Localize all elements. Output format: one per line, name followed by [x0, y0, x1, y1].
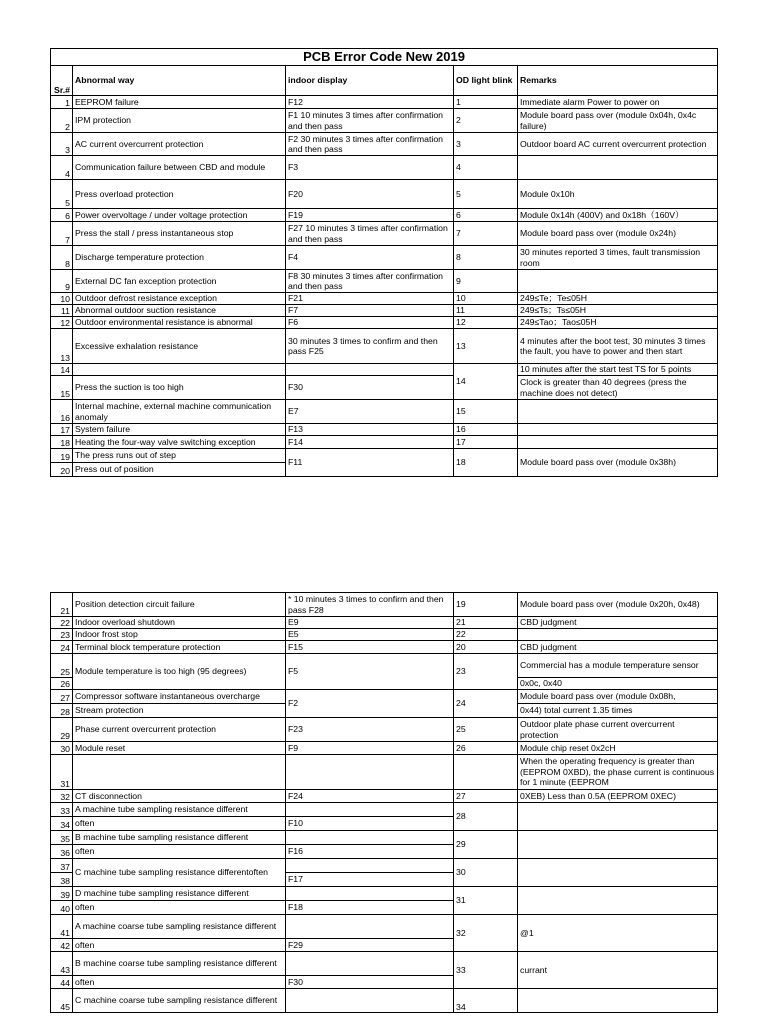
od-cell: 32	[454, 915, 518, 952]
od-cell: 14	[454, 364, 518, 400]
table-row	[51, 180, 718, 209]
remarks-cell: currant	[518, 952, 718, 989]
remarks-cell	[518, 400, 718, 424]
indoor-cell: F20	[286, 180, 454, 209]
indoor-cell: F13	[286, 424, 454, 436]
od-cell: 23	[454, 654, 518, 690]
sr-cell: 11	[51, 305, 73, 317]
sr-cell: 31	[51, 755, 73, 790]
sr-cell: 39	[51, 887, 73, 901]
sr-cell: 41	[51, 915, 73, 939]
indoor-cell	[286, 989, 454, 1013]
remarks-cell: Module board pass over (module 0x04h, 0x4c failure)	[518, 109, 718, 133]
sr-cell: 36	[51, 845, 73, 859]
indoor-cell: F8 30 minutes 3 times after confirmation and then pass	[286, 270, 454, 293]
sr-cell: 40	[51, 901, 73, 915]
error-code-table	[50, 48, 718, 477]
table-row	[51, 718, 718, 742]
sr-cell: 25	[51, 654, 73, 678]
sr-cell: 1	[51, 96, 73, 109]
table-row	[51, 989, 718, 1013]
sr-cell: 19	[51, 449, 73, 463]
header-remarks: Remarks	[518, 66, 718, 96]
abnormal-cell: C machine coarse tube sampling resistance different	[73, 989, 286, 1013]
remarks-cell	[518, 887, 718, 915]
abnormal-cell: Communication failure between CBD and module	[73, 156, 286, 180]
sr-cell: 45	[51, 989, 73, 1013]
abnormal-cell: Internal machine, external machine communication anomaly	[73, 400, 286, 424]
od-cell: 12	[454, 317, 518, 329]
remarks-cell: 0x0c, 0x40	[518, 678, 718, 690]
remarks-cell	[518, 859, 718, 887]
remarks-cell: 0XEB) Less than 0.5A (EEPROM 0XEC)	[518, 790, 718, 803]
sr-cell: 33	[51, 803, 73, 817]
sr-cell: 44	[51, 976, 73, 989]
remarks-cell: Module chip reset 0x2cH	[518, 742, 718, 755]
abnormal-cell: B machine coarse tube sampling resistance different	[73, 952, 286, 976]
sr-cell: 21	[51, 593, 73, 617]
od-cell: 9	[454, 270, 518, 293]
od-cell: 28	[454, 803, 518, 831]
indoor-cell	[286, 859, 454, 873]
remarks-cell	[518, 629, 718, 641]
od-cell: 4	[454, 156, 518, 180]
indoor-cell: E5	[286, 629, 454, 641]
abnormal-cell: Module reset	[73, 742, 286, 755]
indoor-cell	[286, 755, 454, 790]
sr-cell: 38	[51, 873, 73, 887]
indoor-cell: F9	[286, 742, 454, 755]
abnormal-cell	[73, 364, 286, 376]
od-cell: 3	[454, 133, 518, 156]
indoor-cell: F7	[286, 305, 454, 317]
table-row	[51, 742, 718, 755]
table-row	[51, 376, 718, 400]
table-row	[51, 293, 718, 305]
abnormal-cell: IPM protection	[73, 109, 286, 133]
table-row	[51, 400, 718, 424]
abnormal-cell: Press the suction is too high	[73, 376, 286, 400]
sr-cell: 34	[51, 817, 73, 831]
sr-cell: 28	[51, 704, 73, 718]
remarks-cell: Immediate alarm Power to power on	[518, 96, 718, 109]
abnormal-cell: System failure	[73, 424, 286, 436]
indoor-cell: F2 30 minutes 3 times after confirmation and then pass	[286, 133, 454, 156]
od-cell: 6	[454, 209, 518, 222]
od-cell: 10	[454, 293, 518, 305]
abnormal-cell: CT disconnection	[73, 790, 286, 803]
abnormal-cell: D machine tube sampling resistance different	[73, 887, 286, 901]
abnormal-cell: B machine tube sampling resistance different	[73, 831, 286, 845]
remarks-cell: 249≤Te；Te≤05H	[518, 293, 718, 305]
remarks-cell	[518, 436, 718, 449]
indoor-cell: F16	[286, 845, 454, 859]
error-code-table-continued	[50, 592, 718, 1013]
indoor-cell	[286, 364, 454, 376]
abnormal-cell: Outdoor environmental resistance is abnormal	[73, 317, 286, 329]
table-row	[51, 305, 718, 317]
remarks-cell: Module 0x14h (400V) and 0x18h（160V）	[518, 209, 718, 222]
abnormal-cell: Module temperature is too high (95 degrees)	[73, 654, 286, 690]
remarks-cell	[518, 270, 718, 293]
od-cell: 24	[454, 690, 518, 718]
abnormal-cell: Power overvoltage / under voltage protection	[73, 209, 286, 222]
remarks-cell	[518, 156, 718, 180]
od-cell: 21	[454, 617, 518, 629]
table-row	[51, 246, 718, 270]
sr-cell: 18	[51, 436, 73, 449]
header-abnormal-way: Abnormal way	[73, 66, 286, 96]
abnormal-cell: Outdoor defrost resistance exception	[73, 293, 286, 305]
indoor-cell: F11	[286, 449, 454, 477]
sr-cell: 43	[51, 952, 73, 976]
abnormal-cell: Press the stall / press instantaneous stop	[73, 222, 286, 246]
sr-cell: 3	[51, 133, 73, 156]
abnormal-cell: often	[73, 976, 286, 989]
abnormal-cell: Indoor overload shutdown	[73, 617, 286, 629]
indoor-cell: * 10 minutes 3 times to confirm and then pass F28	[286, 593, 454, 617]
od-cell: 27	[454, 790, 518, 803]
abnormal-cell: Press out of position	[73, 463, 286, 477]
remarks-cell: 0x44) total current 1.35 times	[518, 704, 718, 718]
table-row	[51, 831, 718, 845]
od-cell: 2	[454, 109, 518, 133]
table-row	[51, 803, 718, 817]
indoor-cell: F23	[286, 718, 454, 742]
table-row	[51, 209, 718, 222]
od-cell: 18	[454, 449, 518, 477]
indoor-cell: F5	[286, 654, 454, 690]
table-row	[51, 690, 718, 704]
remarks-cell: 4 minutes after the boot test, 30 minutes 3 times the fault, you have to power and then start	[518, 329, 718, 364]
abnormal-cell: EEPROM failure	[73, 96, 286, 109]
remarks-cell: CBD judgment	[518, 617, 718, 629]
od-cell: 7	[454, 222, 518, 246]
header-indoor-display: indoor display	[286, 66, 454, 96]
od-cell: 20	[454, 641, 518, 654]
remarks-cell: Clock is greater than 40 degrees (press the machine does not detect)	[518, 376, 718, 400]
sr-cell: 2	[51, 109, 73, 133]
abnormal-cell: Discharge temperature protection	[73, 246, 286, 270]
abnormal-cell: Heating the four-way valve switching exception	[73, 436, 286, 449]
sr-cell: 26	[51, 678, 73, 690]
table-row	[51, 133, 718, 156]
remarks-cell: CBD judgment	[518, 641, 718, 654]
abnormal-cell: Position detection circuit failure	[73, 593, 286, 617]
abnormal-cell	[73, 755, 286, 790]
indoor-cell: F19	[286, 209, 454, 222]
sr-cell: 22	[51, 617, 73, 629]
sr-cell: 32	[51, 790, 73, 803]
sr-cell: 10	[51, 293, 73, 305]
sr-cell: 7	[51, 222, 73, 246]
od-cell: 34	[454, 989, 518, 1013]
od-cell: 26	[454, 742, 518, 755]
indoor-cell: F17	[286, 873, 454, 887]
od-cell: 16	[454, 424, 518, 436]
sr-cell: 15	[51, 376, 73, 400]
abnormal-cell: A machine tube sampling resistance different	[73, 803, 286, 817]
table-row	[51, 887, 718, 901]
indoor-cell: F15	[286, 641, 454, 654]
remarks-cell: Module 0x10h	[518, 180, 718, 209]
abnormal-cell: Press overload protection	[73, 180, 286, 209]
indoor-cell	[286, 887, 454, 901]
remarks-cell: 249≤Tao；Tao≤05H	[518, 317, 718, 329]
table-row	[51, 317, 718, 329]
sr-cell: 20	[51, 463, 73, 477]
indoor-cell: F4	[286, 246, 454, 270]
od-cell: 11	[454, 305, 518, 317]
indoor-cell: F1 10 minutes 3 times after confirmation and then pass	[286, 109, 454, 133]
abnormal-cell: often	[73, 901, 286, 915]
indoor-cell: E9	[286, 617, 454, 629]
table-row	[51, 270, 718, 293]
abnormal-cell: often	[73, 939, 286, 952]
od-cell: 33	[454, 952, 518, 989]
table-row	[51, 436, 718, 449]
header-sr: Sr.#	[51, 66, 73, 96]
table-row	[51, 641, 718, 654]
remarks-cell: Outdoor plate phase current overcurrent protection	[518, 718, 718, 742]
table-row	[51, 915, 718, 939]
sr-cell: 30	[51, 742, 73, 755]
table-row	[51, 859, 718, 873]
indoor-cell	[286, 831, 454, 845]
table-row	[51, 449, 718, 463]
table-row	[51, 790, 718, 803]
remarks-cell	[518, 831, 718, 859]
table-row	[51, 329, 718, 364]
remarks-cell: Outdoor board AC current overcurrent protection	[518, 133, 718, 156]
abnormal-cell: AC current overcurrent protection	[73, 133, 286, 156]
od-cell: 29	[454, 831, 518, 859]
sr-cell: 27	[51, 690, 73, 704]
remarks-cell: Module board pass over (module 0x20h, 0x48)	[518, 593, 718, 617]
indoor-cell: E7	[286, 400, 454, 424]
sr-cell: 24	[51, 641, 73, 654]
table-row	[51, 629, 718, 641]
sr-cell: 17	[51, 424, 73, 436]
table-row	[51, 364, 718, 376]
indoor-cell	[286, 803, 454, 817]
sr-cell: 12	[51, 317, 73, 329]
remarks-cell: Module board pass over (module 0x38h)	[518, 449, 718, 477]
sr-cell: 4	[51, 156, 73, 180]
indoor-cell: F30	[286, 376, 454, 400]
sr-cell: 42	[51, 939, 73, 952]
indoor-cell: F29	[286, 939, 454, 952]
remarks-cell: 10 minutes after the start test TS for 5 points	[518, 364, 718, 376]
indoor-cell: F18	[286, 901, 454, 915]
sr-cell: 29	[51, 718, 73, 742]
sr-cell: 23	[51, 629, 73, 641]
remarks-cell: When the operating frequency is greater than (EEPROM 0XBD), the phase current is continuous for 1 minute (EEPROM	[518, 755, 718, 790]
remarks-cell: @1	[518, 915, 718, 952]
sr-cell: 8	[51, 246, 73, 270]
od-cell: 13	[454, 329, 518, 364]
indoor-cell: F6	[286, 317, 454, 329]
indoor-cell: F21	[286, 293, 454, 305]
sr-cell: 37	[51, 859, 73, 873]
indoor-cell	[286, 952, 454, 976]
indoor-cell	[286, 915, 454, 939]
abnormal-cell: often	[73, 845, 286, 859]
abnormal-cell: Stream protection	[73, 704, 286, 718]
od-cell: 25	[454, 718, 518, 742]
abnormal-cell: Indoor frost stop	[73, 629, 286, 641]
abnormal-cell: External DC fan exception protection	[73, 270, 286, 293]
header-od-light-blink: OD light blink	[454, 66, 518, 96]
abnormal-cell: Phase current overcurrent protection	[73, 718, 286, 742]
sr-cell: 5	[51, 180, 73, 209]
remarks-cell	[518, 803, 718, 831]
indoor-cell: F2	[286, 690, 454, 718]
table-row	[51, 424, 718, 436]
od-cell: 1	[454, 96, 518, 109]
remarks-cell	[518, 989, 718, 1013]
table-row	[51, 593, 718, 617]
table-row	[51, 755, 718, 790]
indoor-cell: F14	[286, 436, 454, 449]
table-row	[51, 156, 718, 180]
remarks-cell: 249≤Ts；Ts≤05H	[518, 305, 718, 317]
indoor-cell: F30	[286, 976, 454, 989]
abnormal-cell: A machine coarse tube sampling resistance different	[73, 915, 286, 939]
remarks-cell: 30 minutes reported 3 times, fault transmission room	[518, 246, 718, 270]
sr-cell: 13	[51, 329, 73, 364]
sr-cell: 9	[51, 270, 73, 293]
abnormal-cell: Compressor software instantaneous overcharge	[73, 690, 286, 704]
abnormal-cell: Excessive exhalation resistance	[73, 329, 286, 364]
od-cell: 30	[454, 859, 518, 887]
table-row	[51, 222, 718, 246]
sr-cell: 6	[51, 209, 73, 222]
abnormal-cell: Abnormal outdoor suction resistance	[73, 305, 286, 317]
remarks-cell: Commercial has a module temperature sensor	[518, 654, 718, 678]
sr-cell: 14	[51, 364, 73, 376]
od-cell: 19	[454, 593, 518, 617]
table-row	[51, 617, 718, 629]
table-row	[51, 654, 718, 678]
table-title: PCB Error Code New 2019	[51, 49, 718, 66]
od-cell: 22	[454, 629, 518, 641]
od-cell: 31	[454, 887, 518, 915]
abnormal-cell: Terminal block temperature protection	[73, 641, 286, 654]
abnormal-cell: The press runs out of step	[73, 449, 286, 463]
table-row	[51, 952, 718, 976]
remarks-cell: Module board pass over (module 0x24h)	[518, 222, 718, 246]
od-cell: 8	[454, 246, 518, 270]
indoor-cell: F10	[286, 817, 454, 831]
abnormal-cell: C machine tube sampling resistance differentoften	[73, 859, 286, 887]
indoor-cell: F3	[286, 156, 454, 180]
indoor-cell: 30 minutes 3 times to confirm and then pass F25	[286, 329, 454, 364]
remarks-cell: Module board pass over (module 0x08h,	[518, 690, 718, 704]
indoor-cell: F24	[286, 790, 454, 803]
indoor-cell: F12	[286, 96, 454, 109]
sr-cell: 35	[51, 831, 73, 845]
od-cell: 17	[454, 436, 518, 449]
od-cell	[454, 755, 518, 790]
table-row	[51, 109, 718, 133]
indoor-cell: F27 10 minutes 3 times after confirmation and then pass	[286, 222, 454, 246]
od-cell: 5	[454, 180, 518, 209]
sr-cell: 16	[51, 400, 73, 424]
od-cell: 15	[454, 400, 518, 424]
remarks-cell	[518, 424, 718, 436]
table-row	[51, 96, 718, 109]
abnormal-cell: often	[73, 817, 286, 831]
